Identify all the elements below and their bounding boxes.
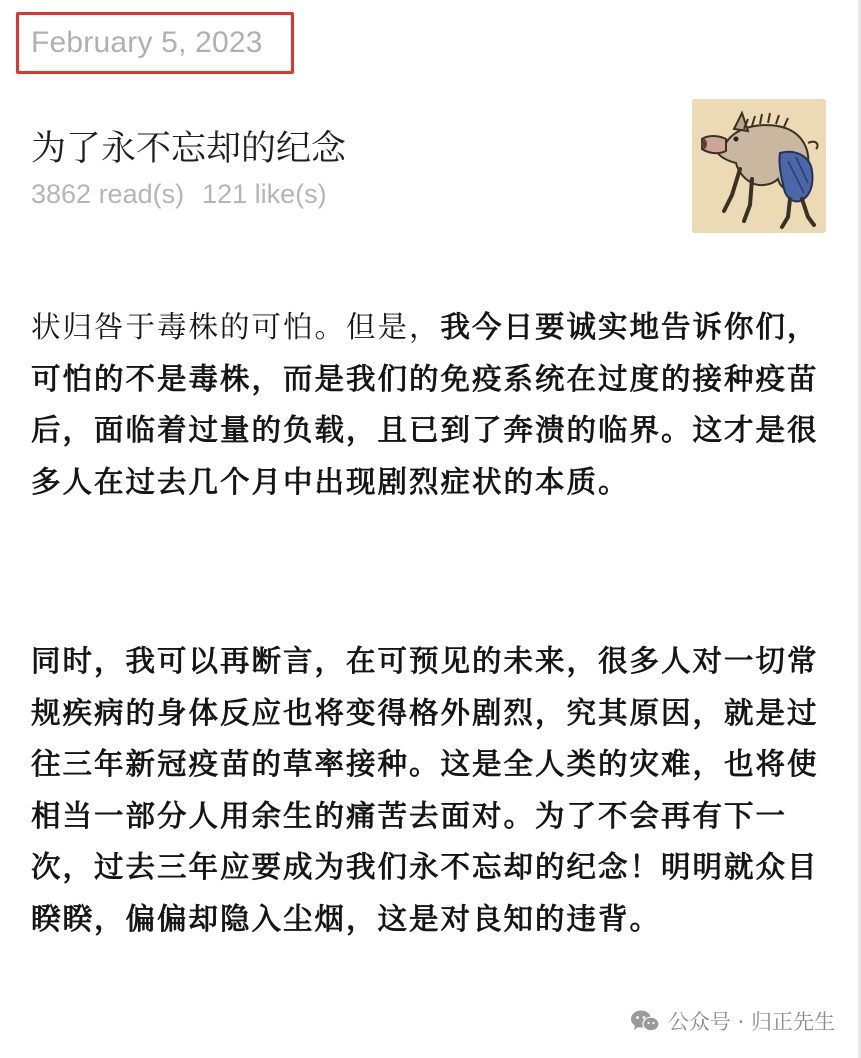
read-count: 3862 read(s) (31, 179, 185, 209)
boar-illustration-icon (692, 99, 826, 233)
wechat-icon (630, 1009, 660, 1033)
article-title[interactable]: 为了永不忘却的纪念 (31, 129, 347, 169)
paragraph-1-lead: 状归咎于毒株的可怕。但是， (31, 310, 441, 344)
paragraph-1-emphasis: 我今日要诚实地告诉你们，可怕的不是毒株，而是我们的免疫系统在过度的接种疫苗后，面临着过量的负载，且已到了奔溃的临界。这才是很多人在过去几个月中出现剧烈症状的本质。 (31, 310, 819, 499)
body-paragraph-2: 同时，我可以再断言，在可预见的未来，很多人对一切常规疾病的身体反应也将变得格外剧烈，究其原因，就是过往三年新冠疫苗的草率接种。这是全人类的灾难，也将使相当一部分人用余生的痛苦去面对。为了不会再有下一次，过去三年应要成为我们永不忘却的纪念！明明就众目睽睽，偏偏却隐入尘烟，这是对良知的违背。 (31, 644, 819, 936)
body-paragraph-1 (31, 302, 831, 508)
watermark-text: 公众号 · 归正先生 (667, 1010, 835, 1034)
article-stats (31, 179, 327, 210)
article-cover-image[interactable] (692, 99, 826, 233)
like-count: 121 like(s) (202, 179, 327, 209)
publish-date: February 5, 2023 (31, 26, 263, 59)
watermark (630, 1006, 835, 1036)
